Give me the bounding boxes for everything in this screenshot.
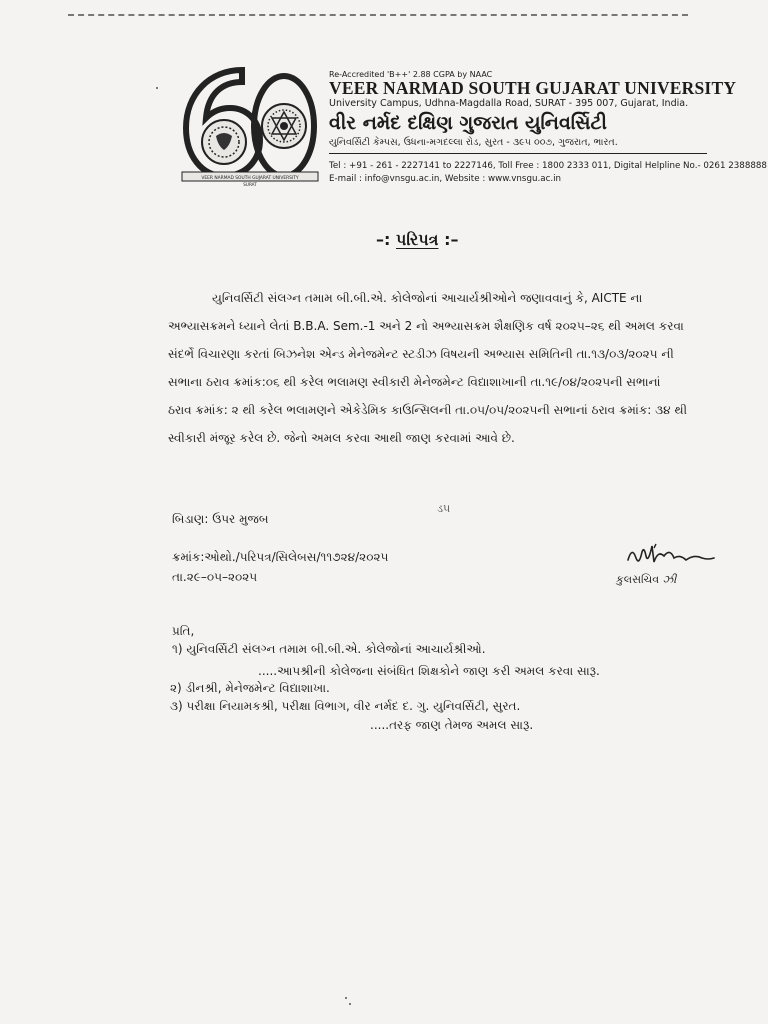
recipient-1: ૧) યુનિવર્સિટી સંલગ્ન તમામ બી.બી.એ. કોલેજોનાં આચાર્યશ્રીઓ. [172, 642, 486, 656]
recipient-3-instruction: .....તરફ જાણ તેમજ અમલ સારૂ. [370, 718, 534, 732]
telephone-line: Tel : +91 - 261 - 2227141 to 2227146, Toll Free : 1800 2333 011, Digital Helpline No.- 0261 2388888 [329, 161, 767, 171]
email-website-line: E-mail : info@vnsgu.ac.in, Website : www.vnsgu.ac.in [329, 174, 562, 184]
body-line-3: સંદર્ભે વિચારણા કરતાં બિઝનેશ એન્ડ મેનેજમેન્ટ સ્ટડીઝ વિષયની અભ્યાસ સમિતિની તા.૧૩/૦૩/૨૦૨૫ ની [168, 347, 674, 361]
reference-number: ક્રમાંક:ઓથો./પરિપત્ર/સિલેબસ/૧૧૭૨૪/૨૦૨૫ [172, 550, 389, 564]
registrar-signature [624, 540, 716, 570]
recipient-1-instruction: .....આપશ્રીની કોલેજના સંબંધિત શિક્ષકોને જાણ કરી અમલ કરવા સારૂ. [258, 664, 600, 678]
paper-speck [345, 997, 347, 999]
circular-title [376, 230, 458, 250]
logo-caption: VEER NARMAD SOUTH GUJARAT UNIVERSITY [201, 176, 299, 181]
body-line-5: ઠરાવ ક્રમાંક: ૨ થી કરેલ ભલામણને એકેડેમિક કાઉન્સિલની તા.૦૫/૦૫/૨૦૨૫ની સભાનાં ઠરાવ ક્રમાંક: ૩૪ થી [168, 403, 688, 417]
body-line-4: સભાના ઠરાવ ક્રમાંક:૦૬ થી કરેલ ભલામણ સ્વીકારી મેનેજમેન્ટ વિદ્યાશાખાની તા.૧૯/૦૪/૨૦૨૫ની સભાનાં [168, 375, 661, 389]
paper-speck [349, 1003, 351, 1005]
enclosure-line: બિડાણ: ઉપર મુજબ [172, 512, 269, 526]
body-line-6: સ્વીકારી મંજૂર કરેલ છે. જેનો અમલ કરવા આથી જાણ કરવામાં આવે છે. [168, 431, 515, 445]
accreditation-line: Re-Accredited 'B++' 2.88 CGPA by NAAC [329, 70, 493, 79]
logo-city: SURAT [243, 182, 257, 187]
body-line-1: યુનિવર્સિટી સંલગ્ન તમામ બી.બી.એ. કોલેજોનાં આચાર્યશ્રીઓને જણાવવાનું કે, AICTE ના [212, 291, 643, 305]
recipients-heading: પ્રતિ, [172, 624, 195, 638]
circular-date: તા.૨૯–૦૫–૨૦૨૫ [172, 570, 258, 584]
paper-speck [156, 87, 158, 89]
university-60-years-logo [180, 64, 320, 188]
title-dash-right: :– [444, 230, 459, 249]
address-english: University Campus, Udhna-Magdalla Road, SURAT - 395 007, Gujarat, India. [329, 98, 689, 109]
recipient-3: ૩) પરીક્ષા નિયામકશ્રી, પરીક્ષા વિભાગ, વીર નર્મદ દ. ગુ. યુનિવર્સિટી, સુરત. [170, 699, 521, 713]
body-line-2: અભ્યાસક્રમને ધ્યાને લેતાં B.B.A. Sem.-1 અને 2 નો અભ્યાસક્રમ શૈક્ષણિક વર્ષ ૨૦૨૫–૨૬ થી અમલ કરવા [168, 319, 684, 333]
stray-mark: ડ૫ [437, 502, 451, 515]
registrar-designation: કુલસચિવ ઝી [616, 573, 677, 586]
university-name-gujarati: વીર નર્મદ દક્ષિણ ગુજરાત યુનિવર્સિટી [329, 112, 607, 134]
recipient-2: ૨) ડીનશ્રી, મેનેજમેન્ટ વિદ્યાશાખા. [170, 681, 330, 695]
title-dash-left: –: [376, 230, 391, 249]
header-divider [329, 153, 707, 154]
title-word: પરિપત્ર [395, 230, 439, 249]
initials-mark: ઝી [662, 573, 677, 586]
university-name-english: VEER NARMAD SOUTH GUJARAT UNIVERSITY [329, 78, 737, 98]
top-dashed-border [68, 14, 688, 16]
address-gujarati: યુનિવર્સિટી કેમ્પસ, ઉધના-મગદલ્લા રોડ, સુરત - ૩૯૫ ૦૦૭, ગુજરાત, ભારત. [329, 137, 618, 148]
